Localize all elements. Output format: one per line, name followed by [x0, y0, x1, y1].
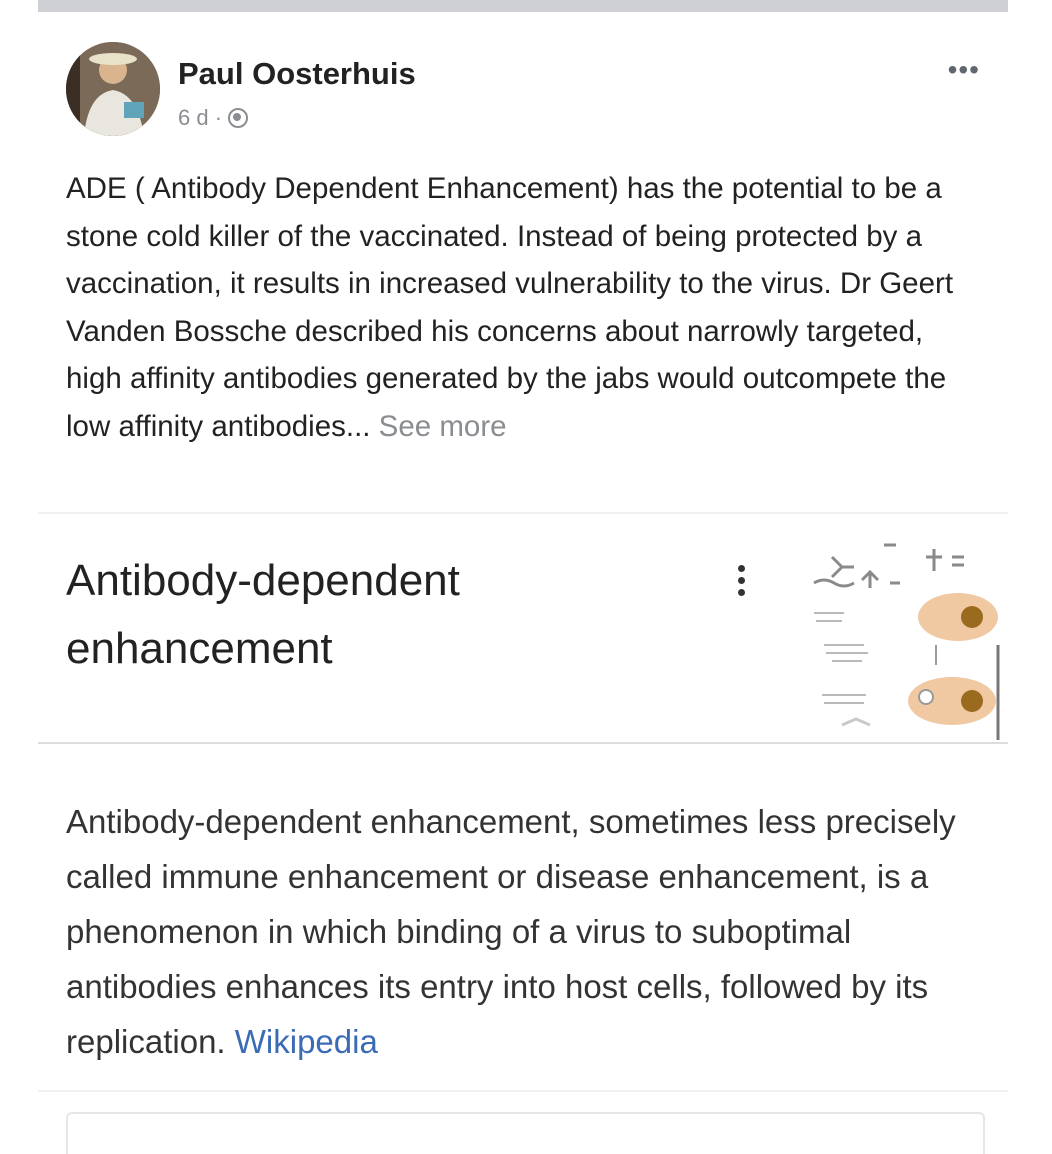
divider	[38, 512, 1008, 514]
card-description	[66, 794, 981, 1069]
see-more-link[interactable]: See more	[370, 409, 507, 443]
post-timestamp[interactable]: 6 d ·	[178, 105, 223, 130]
avatar-photo-icon	[66, 42, 160, 136]
post-body: ADE ( Antibody Dependent Enhancement) has the potential to be a stone cold killer of the vaccinated. Instead of being protected by a vaccination, it results in increased vulnerability to the virus. Dr Geert Vanden Bossche described his concerns about narrowly targeted, high affinity antibodies generated by the jabs would outcompete the low affinity antibodies...	[66, 172, 954, 443]
wikipedia-link[interactable]: Wikipedia	[225, 1023, 378, 1060]
next-section-box	[66, 1112, 985, 1154]
top-separator-bar	[38, 0, 1008, 12]
more-options-icon[interactable]: •••	[947, 54, 980, 85]
kebab-menu-icon[interactable]	[735, 565, 747, 603]
post-text	[66, 165, 981, 450]
divider	[38, 1090, 1008, 1092]
divider	[38, 742, 1008, 744]
globe-icon	[228, 108, 248, 128]
post-meta	[178, 105, 248, 131]
author-name[interactable]: Paul Oosterhuis	[178, 56, 416, 91]
card-thumbnail[interactable]	[802, 535, 1002, 740]
facebook-post	[38, 12, 1008, 1132]
link-preview-header[interactable]	[38, 515, 1008, 745]
card-title[interactable]: Antibody-dependent enhancement	[66, 556, 460, 673]
card-description-text: Antibody-dependent enhancement, sometimes less precisely called immune enhancement or disease enhancement, is a phenomenon in which binding of a virus to suboptimal antibodies enhances its entry into host cells, followed by its replication.	[66, 803, 956, 1060]
avatar[interactable]	[66, 42, 160, 136]
ade-diagram-thumbnail-icon	[802, 535, 1002, 740]
